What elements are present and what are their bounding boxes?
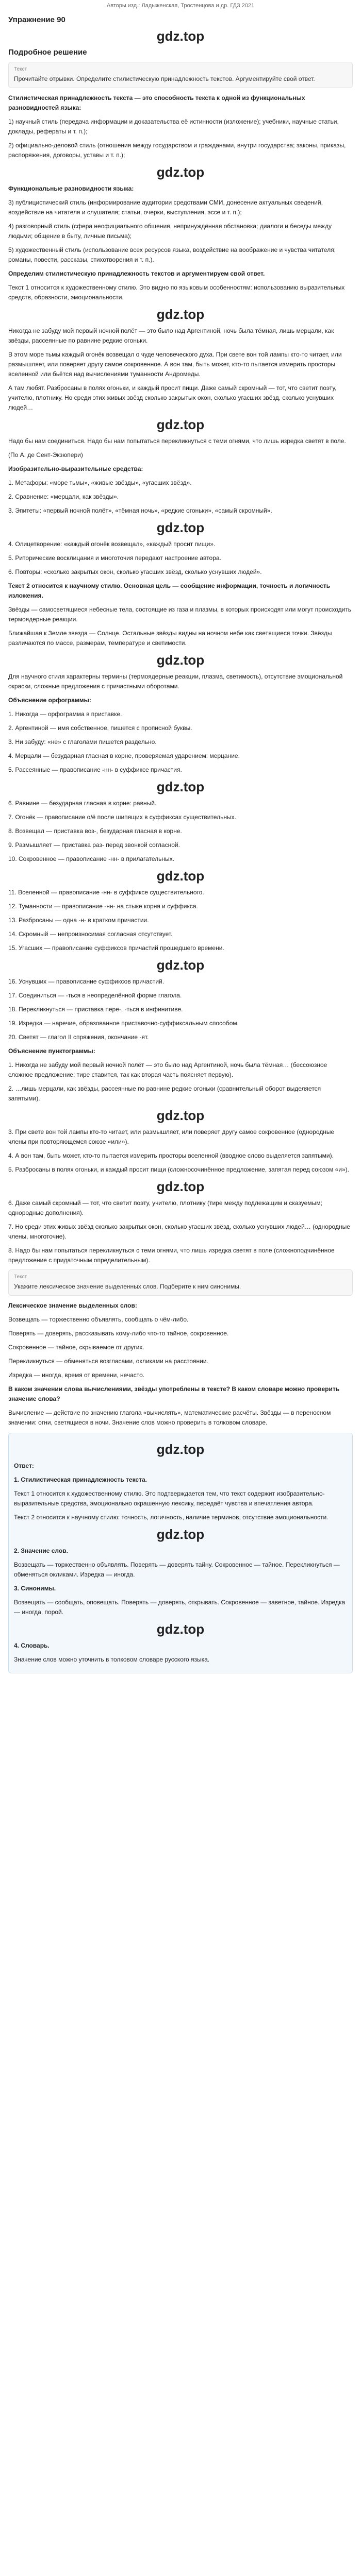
watermark-logo: gdz.top — [156, 1527, 205, 1542]
lexical-item: Перекликнуться — обменяться возгласами, окликами на расстоянии. — [8, 1358, 208, 1365]
theory-paragraph: 3) публицистический стиль (информирование аудитории средствами СМИ, донесение актуальных сведений, воздействие на читателя и слушателя; статьи, очерки, выступления, эссе и т. п.); — [8, 199, 323, 216]
watermark-logo: gdz.top — [156, 417, 205, 432]
punctogram-item: 6. Даже самый скромный — тот, что светит поэту, учителю, плотнику (тире между подлежащим и сказуемым; однородные дополнения). — [8, 1199, 322, 1216]
orthogram-item: 10. Сокровенное — правописание -нн- в прилагательных. — [8, 855, 174, 862]
orthogram-item: 2. Аргентиной — имя собственное, пишется с прописной буквы. — [8, 724, 192, 732]
orthogram-item: 6. Равнине — безударная гласная в корне: равный. — [8, 800, 157, 807]
theory-paragraph: Стилистическая принадлежность текста — это способность текста к одной из функциональных разновидностей языка: — [8, 94, 305, 111]
theory-block — [8, 93, 353, 265]
orthogram-item: 3. Ни забуду: «не» с глаголами пишется раздельно. — [8, 738, 157, 745]
text1-signature: (По А. де Сент-Экзюпери) — [8, 451, 83, 459]
text2-heading: Текст 2 относится к научному стилю. Основная цель — сообщение информации, точность и логичность изложения. — [8, 582, 331, 599]
orthogram-item: 13. Разбросаны — одна -н- в кратком причастии. — [8, 917, 149, 924]
text2-paragraph: Звёзды — самосветящиеся небесные тела, состоящие из газа и плазмы, в которых происходят или могут происходить термоядерные реакции. — [8, 606, 352, 623]
orthogram-item: 7. Огонёк — правописание о/ё после шипящих в суффиксах существительных. — [8, 814, 236, 821]
lexical-section — [8, 1301, 353, 1428]
punctogram-heading: Объяснение пунктограммы: — [8, 1047, 95, 1055]
lexical-item: Изредка — иногда, время от времени, нечасто. — [8, 1371, 145, 1379]
punctogram-item: 1. Никогда не забуду мой первый ночной полёт — это было над Аргентиной, ночь была тёмная… (бессоюзное сложное предложение; тире ставится, так как вторая часть поясняет первую). — [8, 1061, 327, 1078]
task-label: Текст — [14, 1274, 27, 1280]
punctogram-item: 2. …лишь мерцали, как звёзды, рассеянные по равнине редкие огоньки (сравнительный оборот выделяется запятыми). — [8, 1085, 321, 1102]
lexical-item: Поверять — доверять, рассказывать кому-либо что-то тайное, сокровенное. — [8, 1330, 229, 1337]
task-label: Текст — [14, 66, 27, 72]
orthogram-item: 19. Изредка — наречие, образованное приставочно-суффиксальным способом. — [8, 1020, 239, 1027]
watermark-logo: gdz.top — [156, 164, 205, 180]
lexical-heading: Лексическое значение выделенных слов: — [8, 1302, 137, 1309]
orthogram-item: 1. Никогда — орфограмма в приставке. — [8, 710, 122, 718]
orthogram-heading: Объяснение орфограммы: — [8, 697, 91, 704]
analysis-line: Изобразительно-выразительные средства: — [8, 465, 143, 472]
watermark-logo: gdz.top — [156, 1179, 205, 1194]
text1-section — [8, 283, 353, 460]
watermark-logo: gdz.top — [156, 1108, 205, 1123]
task-text: Прочитайте отрывки. Определите стилистическую принадлежность текстов. Аргументируйте свой ответ. — [14, 75, 315, 82]
watermark-logo: gdz.top — [156, 652, 205, 668]
theory-paragraph: 5) художественный стиль (использование всех ресурсов языка, воздействие на воображение и чувства читателя; романы, повести, рассказы, стихотворения и т. п.). — [8, 246, 336, 263]
analysis-line: 3. Эпитеты: «первый ночной полёт», «тёмная ночь», «редкие огоньки», «самый скромный». — [8, 507, 272, 514]
solution-heading: Подробное решение — [8, 48, 87, 57]
question-answer: Вычисление — действие по значению глагола «вычислять», математические расчёты. Звёзды — в переносном значении: огни, светящиеся в ночи. Значение слов можно проверить в толковом словаре. — [8, 1409, 331, 1426]
analysis-line: 2. Сравнение: «мерцали, как звёзды». — [8, 493, 119, 500]
punctogram-item: 5. Разбросаны в полях огоньки, и каждый просит пищи (сложносочинённое предложение, запятая перед союзом «и»). — [8, 1166, 349, 1173]
punctogram-item: 8. Надо бы нам попытаться перекликнуться с теми огнями, что лишь изредка светят в поле (сложноподчинённое предложение с придаточным определительным). — [8, 1247, 335, 1264]
task-card-lexical — [8, 1269, 353, 1296]
punctogram-item: 7. Но среди этих живых звёзд сколько закрытых окон, сколько угасших звёзд, сколько уснувших людей… (однородные члены, многоточие). — [8, 1223, 350, 1240]
orthogram-item: 20. Светят — глагол II спряжения, окончание -ят. — [8, 1033, 149, 1041]
orthogram-item: 4. Мерцали — безударная гласная в корне, проверяемая ударением: мерцание. — [8, 752, 240, 759]
text2-section — [8, 581, 353, 691]
analysis-line: 6. Повторы: «сколько закрытых окон, сколько угасших звёзд, сколько уснувших людей». — [8, 568, 262, 575]
watermark-logo: gdz.top — [156, 1621, 205, 1637]
analysis-line: 5. Риторические восклицания и многоточия передают настроение автора. — [8, 554, 221, 562]
orthogram-item: 12. Туманности — правописание -нн- на стыке корня и суффикса. — [8, 903, 198, 910]
punctogram-section — [8, 1046, 353, 1265]
answer-box — [8, 1433, 353, 1673]
answer-item: Значение слов можно уточнить в толковом словаре русского языка. — [14, 1656, 210, 1663]
answer-item: 2. Значение слов. — [14, 1547, 68, 1554]
theory-paragraph: 4) разговорный стиль (сфера неофициального общения, непринуждённая обстановка; диалоги и беседы между людьми; общение в быту, личные письма); — [8, 223, 332, 240]
lexical-item: Возвещать — торжественно объявлять, сообщать о чём-либо. — [8, 1316, 189, 1323]
task-card — [8, 62, 353, 88]
watermark-logo: gdz.top — [156, 957, 205, 973]
punctogram-item: 3. При свете вон той лампы кто-то читает, или размышляет, или поверяет другу самое сокровенное (однородные члены при повторяющемся союзе «или»). — [8, 1128, 335, 1145]
text1-analysis — [8, 464, 353, 577]
orthogram-item: 16. Уснувших — правописание суффиксов причастий. — [8, 978, 165, 985]
answer-item: 4. Словарь. — [14, 1642, 50, 1649]
lexical-item: Сокровенное — тайное, скрываемое от других. — [8, 1344, 144, 1351]
orthogram-item: 9. Размышляет — приставка раз- перед звонкой согласной. — [8, 841, 180, 849]
answer-item: Возвещать — сообщать, оповещать. Поверять — доверять, открывать. Сокровенное — заветное, тайное. Изредка — иногда, порой. — [14, 1599, 346, 1616]
watermark-logo: gdz.top — [156, 28, 205, 44]
analysis-line: 1. Метафоры: «море тьмы», «живые звёзды», «угасших звёзд». — [8, 479, 192, 486]
punctogram-item: 4. А вон там, быть может, кто-то пытается измерить просторы вселенной (вводное слово выделяется запятыми). — [8, 1152, 334, 1159]
theory-paragraph: Функциональные разновидности языка: — [8, 185, 134, 192]
text1-paragraph: Надо бы нам соединиться. Надо бы нам попытаться перекликнуться с теми огнями, что лишь изредка светят в поле. — [8, 437, 346, 445]
theory-paragraph: 2) официально-деловой стиль (отношения между государством и гражданами, внутри государства; законы, приказы, распоряжения, договоры, уставы и т. п.); — [8, 142, 346, 159]
text1-paragraph: А там любят. Разбросаны в полях огоньки, и каждый просит пищи. Даже самый скромный — тот, что светит поэту, учителю, плотнику. Но среди этих живых звёзд сколько закрытых окон, сколько угасших звёзд, сколько уснувших людей… — [8, 384, 337, 411]
top-credit-bar: Авторы изд.: Ладыженская, Тростенцова и др. ГДЗ 2021 — [106, 3, 255, 9]
intro-text: Определим стилистическую принадлежность текстов и аргументируем свой ответ. — [8, 270, 265, 277]
orthogram-item: 11. Вселенной — правописание -нн- в суффиксе существительного. — [8, 889, 204, 896]
watermark-logo: gdz.top — [156, 520, 205, 535]
orthogram-item: 15. Угасших — правописание суффиксов причастий прошедшего времени. — [8, 944, 224, 952]
orthogram-item: 5. Рассеянные — правописание -нн- в суффиксе причастия. — [8, 766, 182, 773]
text1-paragraph: Никогда не забуду мой первый ночной полёт — это было над Аргентиной, ночь была тёмная, лишь мерцали, как звёзды, рассеянные по равнине редкие огоньки. — [8, 327, 334, 344]
orthogram-item: 14. Скромный — непроизносимая согласная отсутствует. — [8, 930, 173, 938]
text1-heading: Текст 1 относится к художественному стилю. Это видно по языковым особенностям: использованию выразительных средств, образности, эмоциональности. — [8, 284, 345, 301]
answer-item: 3. Синонимы. — [14, 1585, 56, 1592]
exercise-title: Упражнение 90 — [8, 15, 65, 24]
question-heading: В каком значении слова вычислениями, звёзды употреблены в тексте? В каком словаре можно проверить значение слова? — [8, 1385, 340, 1402]
watermark-logo: gdz.top — [156, 779, 205, 794]
watermark-logo: gdz.top — [156, 1442, 205, 1457]
orthogram-item: 17. Соединиться — -ться в неопределённой форме глагола. — [8, 992, 182, 999]
answer-item: Возвещать — торжественно объявлять. Поверять — доверять тайну. Сокровенное — тайное. Перекликнуться — обменяться окликами. Изредка — иногда. — [14, 1561, 340, 1578]
theory-paragraph: 1) научный стиль (передача информации и доказательства её истинности (изложение); учебники, научные статьи, доклады, рефераты и т. п.); — [8, 118, 339, 135]
text2-paragraph: Ближайшая к Земле звезда — Солнце. Остальные звёзды видны на ночном небе как светящиеся точки. Звёзды различаются по массе, размерам, температуре и светимости. — [8, 630, 332, 647]
watermark-logo: gdz.top — [156, 868, 205, 884]
text2-paragraph: Для научного стиля характерны термины (термоядерные реакции, плазма, светимость), отсутствие эмоциональной окраски, сложные предложения с причастными оборотами. — [8, 673, 343, 690]
answer-item: Текст 2 относится к научному стилю: точность, логичность, наличие терминов, отсутствие эмоциональности. — [14, 1514, 329, 1521]
answer-title: Ответ: — [14, 1462, 34, 1469]
orthogram-section — [8, 696, 353, 1042]
main-content — [0, 11, 361, 1673]
watermark-logo: gdz.top — [156, 307, 205, 322]
answer-item: 1. Стилистическая принадлежность текста. — [14, 1476, 147, 1483]
orthogram-item: 18. Перекликнуться — приставка пере-, -ться в инфинитиве. — [8, 1006, 183, 1013]
analysis-line: 4. Олицетворение: «каждый огонёк возвещал», «каждый просит пищи». — [8, 540, 216, 548]
text1-paragraph: В этом море тьмы каждый огонёк возвещал о чуде человеческого духа. При свете вон той лампы кто-то читает, или размышляет, или поверяет другу самое сокровенное. А вон там, быть может, кто-то пытается измерить просторы вселенной или бьётся над вычислениями туманности Андромеды. — [8, 351, 342, 378]
task-text: Укажите лексическое значение выделенных слов. Подберите к ним синонимы. — [14, 1283, 241, 1290]
answer-item: Текст 1 относится к художественному стилю. Это подтверждается тем, что текст содержит изобразительно-выразительные средства, эмоционально окрашенную лексику, передаёт чувства и впечатления автора. — [14, 1490, 325, 1507]
orthogram-item: 8. Возвещал — приставка воз-, безударная гласная в корне. — [8, 827, 182, 835]
